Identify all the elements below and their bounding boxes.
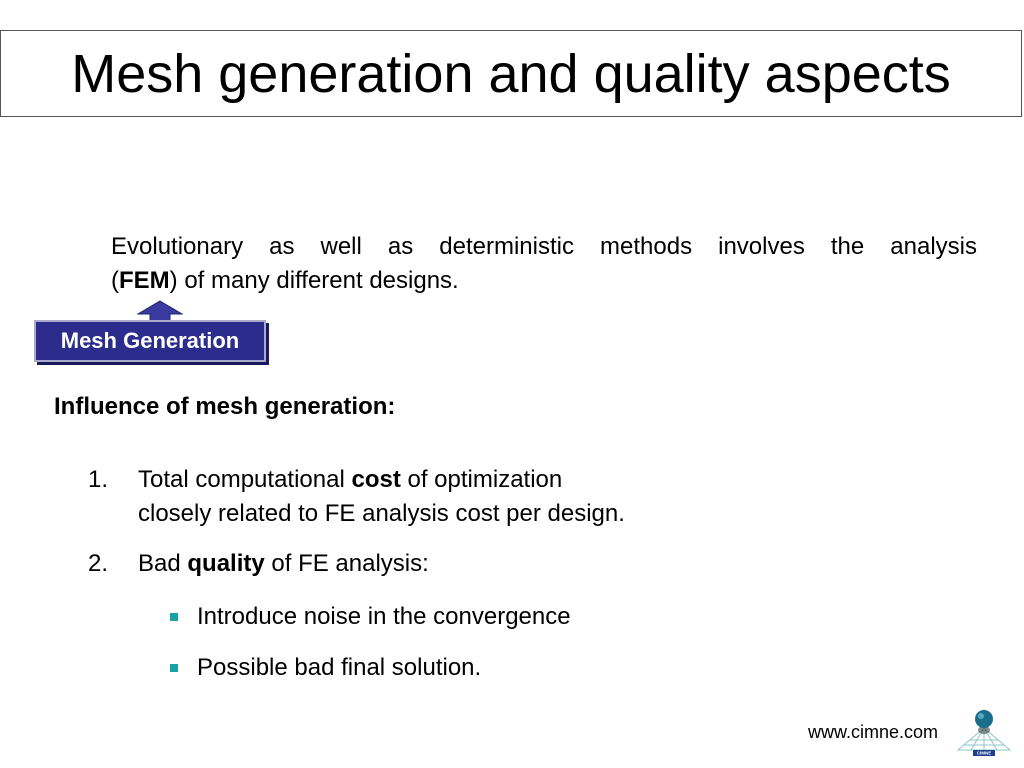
item-1-post: of optimization (400, 466, 563, 493)
footer-url[interactable]: www.cimne.com (808, 722, 939, 742)
up-arrow-icon (137, 300, 183, 322)
item-1-pre: Total computational (138, 466, 352, 493)
list-number: 1. (88, 466, 109, 493)
numbered-list (88, 463, 788, 597)
intro-line-1: Evolutionary as well as deterministic methods involves the analysis (111, 233, 977, 260)
mesh-generation-button[interactable] (34, 320, 266, 362)
bullet-item (170, 651, 571, 685)
item-1-line2: closely related to FE analysis cost per design. (138, 500, 625, 527)
item-2-pre: Bad (138, 550, 188, 577)
list-text (138, 463, 788, 531)
influence-heading: Influence of mesh generation: (54, 393, 396, 420)
title-box (0, 30, 1022, 117)
intro-line-2 (111, 264, 977, 298)
list-text (138, 547, 788, 581)
logo-text: CIMNE (976, 750, 992, 756)
intro-line-2-rest: ) of many different designs. (169, 267, 459, 294)
intro-paragraph (111, 230, 977, 298)
bullet-square-icon (170, 613, 178, 621)
bullet-item (170, 600, 571, 634)
list-item (88, 463, 788, 531)
intro-paren: ( (111, 267, 119, 294)
list-number: 2. (88, 550, 109, 577)
item-1-bold: cost (351, 466, 401, 493)
bullet-text: Possible bad final solution. (197, 654, 482, 681)
item-2-post: of FE analysis: (264, 550, 429, 577)
cimne-logo-icon (956, 706, 1012, 756)
fem-term: FEM (119, 267, 170, 294)
bullet-square-icon (170, 664, 178, 672)
mesh-generation-label: Mesh Generation (60, 328, 240, 353)
slide-title: Mesh generation and quality aspects (71, 43, 951, 104)
list-item (88, 547, 788, 581)
bullet-text: Introduce noise in the convergence (197, 603, 571, 630)
item-2-bold: quality (187, 550, 265, 577)
bullet-list (170, 600, 571, 702)
